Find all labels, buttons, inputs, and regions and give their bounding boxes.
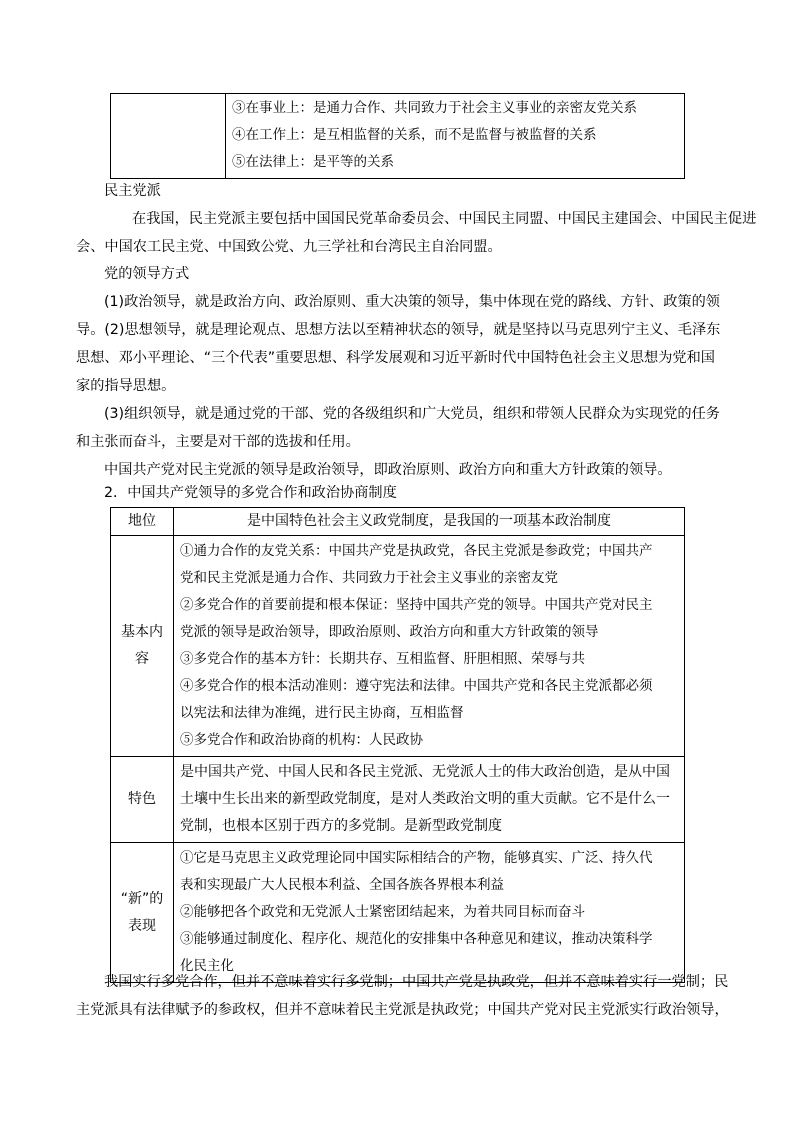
row-label: 特色 (111, 757, 174, 843)
content-line: 党派的领导是政治领导，即政治原则、政治方向和重大方针政策的领导 (180, 624, 599, 640)
relation-table-label-cell (111, 94, 226, 179)
content-line: 化民主化 (180, 958, 234, 974)
section-heading: 党的领导方式 (104, 266, 190, 282)
content-line: ②多党合作的首要前提和根本保证：坚持中国共产党的领导。中国共产党对民主 (180, 597, 653, 613)
multiparty-table (110, 507, 685, 983)
paragraph-line: 家的指导思想。 (76, 378, 176, 394)
relation-row: ③在事业上：是通力合作、共同致力于社会主义事业的亲密友党关系 (232, 100, 637, 116)
table-row (111, 843, 685, 983)
content-line: 土壤中生长出来的新型政党制度，是对人类政治文明的重大贡献。它不是什么一 (180, 791, 670, 807)
section-heading: 民主党派 (104, 183, 161, 199)
section2-title-wrap (104, 479, 694, 507)
paragraph-line: (1)政治领导，就是政治方向、政治原则、重大决策的领导，集中体现在党的路线、方针、政策的领 (104, 294, 720, 310)
table-row (111, 508, 685, 536)
content-line: 党和民主党派是通力合作、共同致力于社会主义事业的亲密友党 (180, 570, 558, 586)
paragraph-line: 中国共产党对民主党派的领导是政治领导，即政治原则、政治方向和重大方针政策的领导。 (104, 462, 672, 478)
paragraph-line: 思想、邓小平理论、“三个代表”重要思想、科学发展观和习近平新时代中国特色社会主义思想为党和国 (76, 350, 715, 366)
content-line: ①它是马克思主义政党理论同中国实际相结合的产物，能够真实、广泛、持久代 (180, 850, 653, 866)
content-line: ①通力合作的友党关系：中国共产党是执政党，各民主党派是参政党；中国共产 (180, 543, 653, 559)
row-content (174, 757, 685, 843)
content-line: 党制，也根本区别于西方的多党制。是新型政党制度 (180, 818, 502, 834)
header-value: 是中国特色社会主义政党制度，是我国的一项基本政治制度 (247, 513, 611, 529)
relation-table-fragment (110, 93, 685, 179)
paragraph-line: 主党派具有法律赋予的参政权，但并不意味着民主党派是执政党；中国共产党对民主党派实行政治领导， (76, 1002, 729, 1018)
content-line: ⑤多党合作和政治协商的机构：人民政协 (180, 732, 423, 748)
row-content (174, 508, 685, 536)
row-label: 基本内 容 (111, 536, 174, 757)
closing-paragraph (76, 968, 744, 1024)
content-line: ③能够通过制度化、程序化、规范化的安排集中各种意见和建议，推动决策科学 (180, 931, 653, 947)
content-line: ④多党合作的根本活动准则：遵守宪法和法律。中国共产党和各民主党派都必须 (180, 678, 653, 694)
row-label: “新”的 表现 (111, 843, 174, 983)
table-row (111, 536, 685, 757)
minzhu-section (76, 177, 757, 261)
content-line: ②能够把各个政党和无党派人士紧密团结起来，为着共同目标而奋斗 (180, 904, 585, 920)
relation-row: ⑤在法律上：是平等的关系 (232, 154, 394, 170)
paragraph-line: 和主张而奋斗，主要是对干部的选拔和任用。 (76, 434, 360, 450)
paragraph-line: (3)组织领导，就是通过党的干部、党的各级组织和广大党员，组织和带领人民群众为实现党的任务 (104, 406, 720, 422)
paragraph-line: 在我国，民主党派主要包括中国国民党革命委员会、中国民主同盟、中国民主建国会、中国民主促进 (132, 211, 757, 227)
paragraph-line: 会、中国农工民主党、中国致公党、九三学社和台湾民主自治同盟。 (76, 239, 502, 255)
paragraph-line: 我国实行多党合作，但并不意味着实行多党制；中国共产党是执政党，但并不意味着实行一党制；民 (104, 974, 729, 990)
content-line: 是中国共产党、中国人民和各民主党派、无党派人士的伟大政治创造，是从中国 (180, 764, 670, 780)
relation-row: ④在工作上：是互相监督的关系，而不是监督与被监督的关系 (232, 127, 597, 143)
relation-table-content-cell (226, 94, 685, 179)
content-line: ③多党合作的基本方针：长期共存、互相监督、肝胆相照、荣辱与共 (180, 651, 585, 667)
row-label: 地位 (111, 508, 174, 536)
section2-title: 2．中国共产党领导的多党合作和政治协商制度 (104, 485, 397, 501)
content-line: 以宪法和法律为准绳，进行民主协商，互相监督 (180, 705, 464, 721)
paragraph-line: 导。(2)思想领导，就是理论观点、思想方法以至精神状态的领导，就是坚持以马克思列宁主义、毛泽东 (76, 322, 721, 338)
row-content (174, 843, 685, 983)
lingdao-section (76, 260, 744, 484)
content-line: 表和实现最广大人民根本利益、全国各族各界根本利益 (180, 877, 504, 893)
row-content (174, 536, 685, 757)
table-row (111, 757, 685, 843)
